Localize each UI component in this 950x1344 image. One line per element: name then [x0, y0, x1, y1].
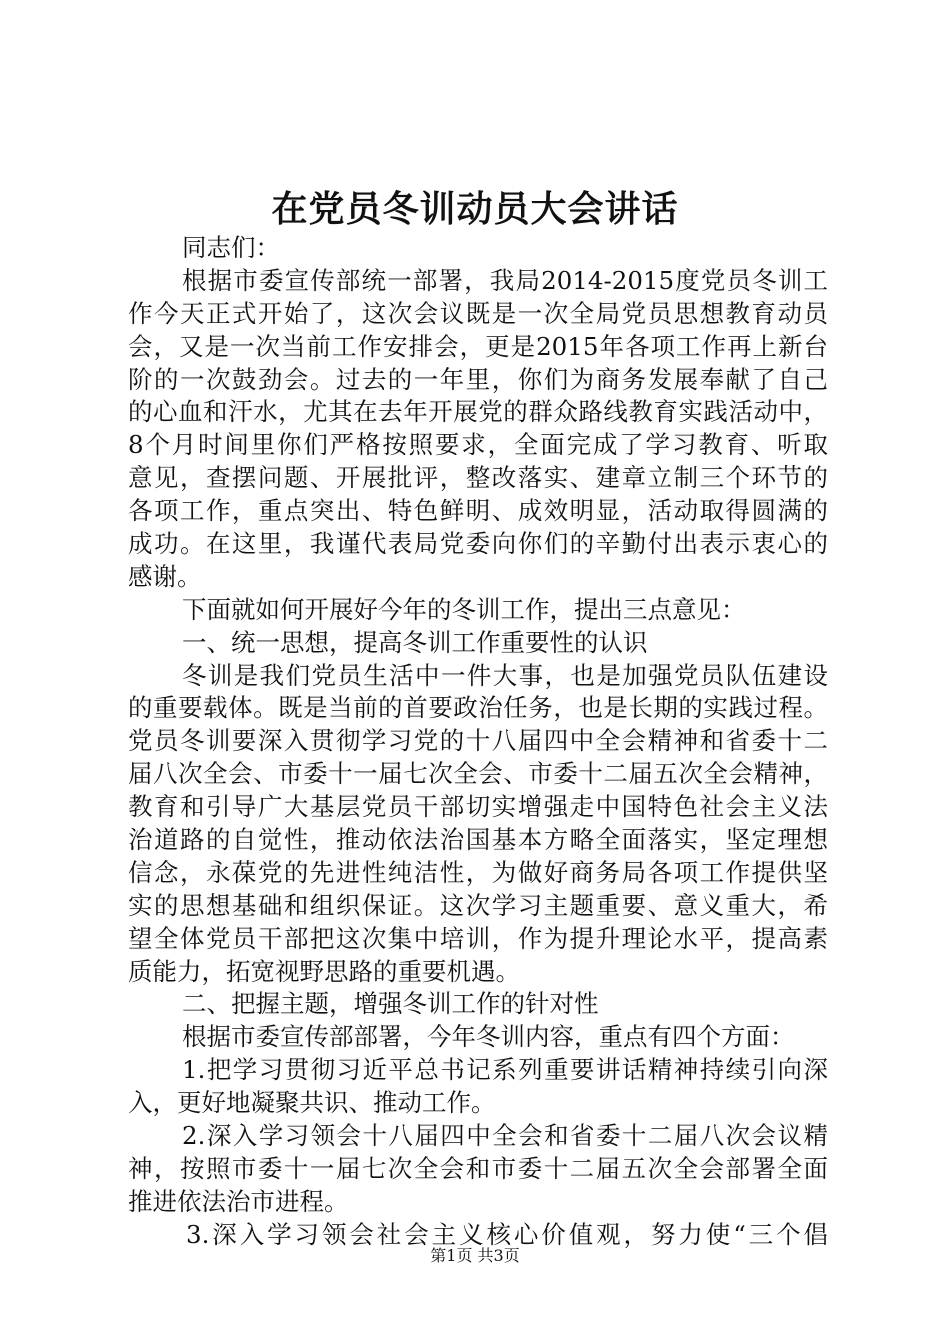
text-line: 的心血和汗水，尤其在去年开展党的群众路线教育实践活动中， [128, 397, 828, 427]
text-line: 教育和引导广大基层党员干部切实增强走中国特色社会主义法 [128, 792, 828, 822]
text-line: 实的思想基础和组织保证。这次学习主题重要、意义重大，希 [128, 890, 828, 920]
section-heading: 一、统一思想，提高冬训工作重要性的认识 [182, 627, 648, 657]
text-line: 质能力，拓宽视野思路的重要机遇。 [128, 956, 520, 986]
document-title: 在党员冬训动员大会讲话 [271, 188, 679, 230]
text-line: 的重要载体。既是当前的首要政治任务，也是长期的实践过程。 [128, 693, 828, 723]
document-body [128, 232, 828, 1252]
text-line: 同志们： [182, 233, 280, 262]
list-item-line: 1.把学习贯彻习近平总书记系列重要讲话精神持续引向深 [182, 1055, 828, 1085]
page-number-footer: 第1页 共3页 [430, 1246, 520, 1265]
text-line: 意见，查摆问题、开展批评，整改落实、建章立制三个环节的 [128, 463, 828, 493]
text-line: 阶的一次鼓劲会。过去的一年里，你们为商务发展奉献了自己 [128, 364, 828, 394]
list-item-line: 2.深入学习领会十八届四中全会和省委十二届八次会议精 [182, 1121, 828, 1151]
text-line: 8个月时间里你们严格按照要求，全面完成了学习教育、听取 [128, 430, 828, 460]
text-line: 望全体党员干部把这次集中培训，作为提升理论水平，提高素 [128, 923, 828, 953]
text-line: 信念，永葆党的先进性纯洁性，为做好商务局各项工作提供坚 [128, 857, 828, 887]
list-item-line: 3.深入学习领会社会主义核心价值观，努力使“三个倡 [186, 1219, 828, 1249]
text-line: 感谢。 [128, 561, 202, 591]
text-line: 根据市委宣传部统一部署，我局2014-2015度党员冬训工 [182, 265, 828, 295]
text-line: 党员冬训要深入贯彻学习党的十八届四中全会精神和省委十二 [128, 726, 828, 756]
text-line: 会，又是一次当前工作安排会，更是2015年各项工作再上新台 [128, 331, 828, 361]
text-line: 根据市委宣传部部署，今年冬训内容，重点有四个方面： [182, 1022, 795, 1052]
text-line: 作今天正式开始了，这次会议既是一次全局党员思想教育动员 [128, 298, 828, 328]
text-line: 下面就如何开展好今年的冬训工作，提出三点意见： [182, 594, 746, 624]
list-item-line: 神，按照市委十一届七次全会和市委十二届五次全会部署全面 [128, 1153, 828, 1183]
text-line: 治道路的自觉性，推动依法治国基本方略全面落实，坚定理想 [128, 825, 828, 855]
text-line: 各项工作，重点突出、特色鲜明、成效明显，活动取得圆满的 [128, 496, 828, 526]
list-item-line: 推进依法治市进程。 [128, 1186, 349, 1216]
text-line: 冬训是我们党员生活中一件大事，也是加强党员队伍建设 [182, 660, 828, 690]
section-heading: 二、把握主题，增强冬训工作的针对性 [182, 989, 599, 1019]
text-line: 届八次全会、市委十一届七次全会、市委十二届五次全会精神， [128, 759, 828, 789]
text-line: 成功。在这里，我谨代表局党委向你们的辛勤付出表示衷心的 [128, 529, 828, 559]
list-item-line: 入，更好地凝聚共识、推动工作。 [128, 1088, 496, 1118]
